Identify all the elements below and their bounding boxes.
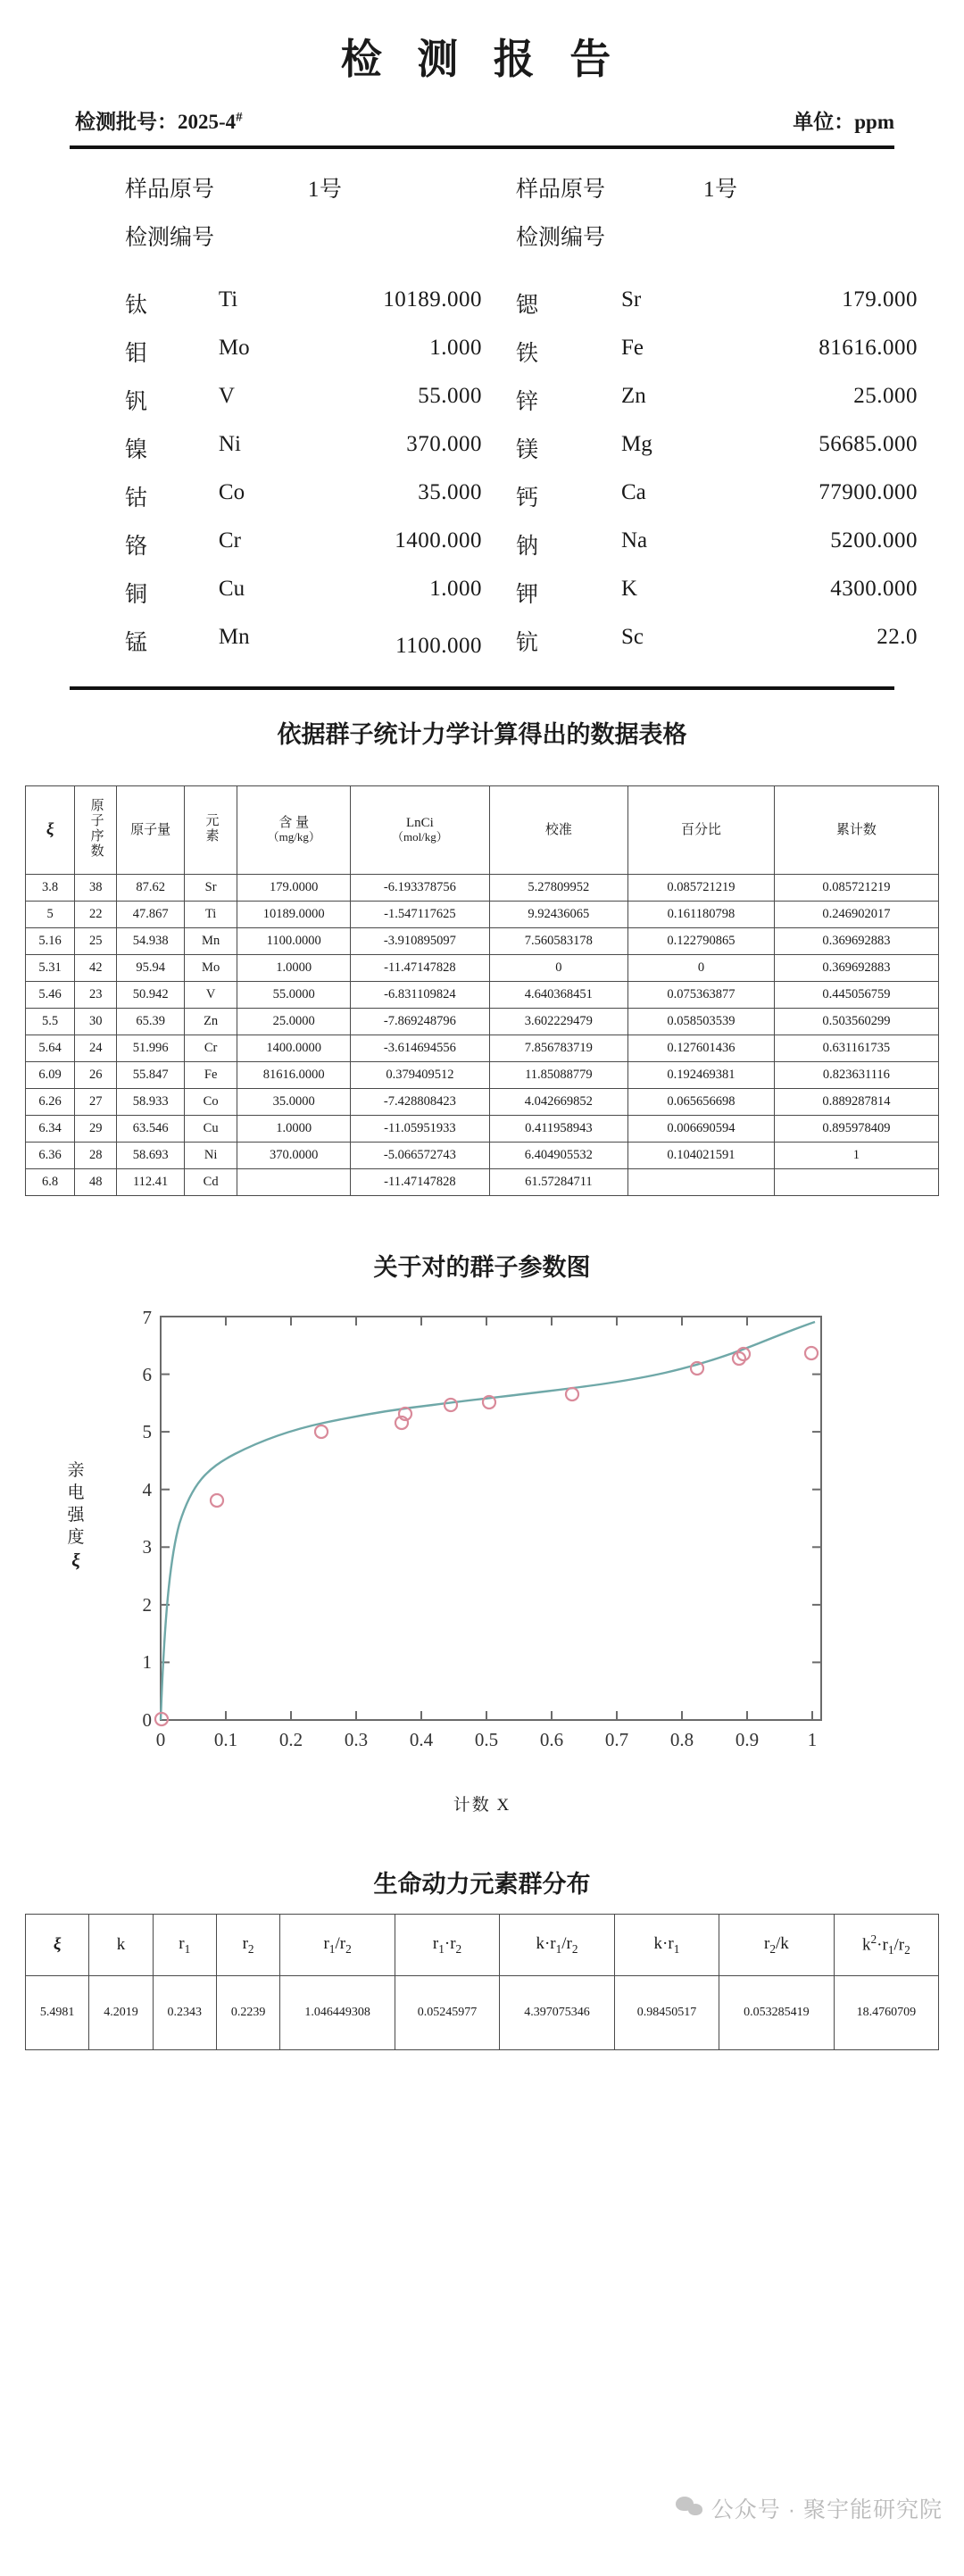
xi-symbol: ξ — [46, 820, 54, 840]
element-name: 铜 — [125, 583, 148, 607]
cell-xi: 6.36 — [26, 1143, 75, 1169]
svg-text:0.9: 0.9 — [735, 1729, 760, 1750]
cell-atomic-number: 38 — [75, 875, 117, 902]
element-name: 钾 — [516, 583, 539, 607]
element-symbol: Fe — [621, 336, 644, 360]
element-name: 镍 — [125, 438, 148, 462]
cell-lnci: -5.066572743 — [351, 1143, 489, 1169]
column-header-atomic-number: 原子序数 — [75, 786, 117, 875]
wechat-logo-icon — [676, 2497, 702, 2520]
parameter-summary-table — [25, 1914, 939, 2050]
svg-text:4: 4 — [142, 1479, 152, 1500]
cell-calibration: 7.856783719 — [489, 1035, 627, 1062]
element-name: 钛 — [125, 294, 148, 318]
svg-text:0.7: 0.7 — [604, 1729, 629, 1750]
element-symbol: K — [621, 577, 638, 601]
table-row — [26, 875, 939, 902]
element-symbol: Ca — [621, 480, 646, 504]
table-row — [26, 1143, 939, 1169]
bottom-header-row — [26, 1915, 939, 1976]
svg-text:5: 5 — [142, 1421, 152, 1442]
cell-content: 81616.0000 — [237, 1062, 351, 1089]
code-value-left — [308, 220, 482, 252]
svg-text:0: 0 — [155, 1729, 166, 1750]
page-title: 检 测 报 告 — [340, 37, 624, 82]
bottom-cell-k: 4.2019 — [89, 1976, 153, 2050]
data-table-container — [0, 785, 964, 1196]
table-row — [26, 1116, 939, 1143]
cell-element: Mn — [184, 928, 237, 955]
bottom-table-body — [26, 1976, 939, 2050]
bottom-col-k-r1: $k\cdot r_1$ — [614, 1915, 719, 1976]
bottom-cell-r1-times-r2: 0.05245977 — [395, 1976, 499, 2050]
element-value: 56685.000 — [819, 432, 918, 456]
element-value: 179.000 — [842, 287, 918, 312]
element-symbol: Na — [621, 528, 648, 553]
column-header-content: 含 量 （mg/kg） — [237, 786, 351, 875]
cell-content: 1100.0000 — [237, 928, 351, 955]
element-name: 锶 — [516, 294, 539, 318]
cell-element: Zn — [184, 1009, 237, 1035]
cell-cumulative: 1 — [774, 1143, 938, 1169]
table-row — [26, 1009, 939, 1035]
code-label-left: 检测编号 — [125, 226, 215, 250]
column-header-percentage: 百分比 — [628, 786, 775, 875]
column-header-lnci: LnCi （mol/kg） — [351, 786, 489, 875]
cell-element: V — [184, 982, 237, 1009]
cell-atomic-number: 23 — [75, 982, 117, 1009]
plot-frame — [161, 1317, 821, 1720]
element-symbol: Mn — [218, 625, 250, 649]
bottom-cell-k2-r1-over-r2: 18.4760709 — [834, 1976, 938, 2050]
svg-text:0.6: 0.6 — [539, 1729, 564, 1750]
y-axis-label-text: 亲 电 强 度 — [67, 1461, 85, 1548]
cell-atomic-number: 28 — [75, 1143, 117, 1169]
bottom-col-k-r1-over-r2: $k\cdot r_1/r_2$ — [500, 1915, 615, 1976]
cell-atomic-mass: 47.867 — [117, 902, 185, 928]
cell-calibration: 3.602229479 — [489, 1009, 627, 1035]
x-axis-tick-labels — [156, 1729, 818, 1750]
bottom-cell-xi: 5.4981 — [26, 1976, 89, 2050]
element-symbol: Ti — [218, 287, 238, 312]
cell-calibration: 5.27809952 — [489, 875, 627, 902]
cell-cumulative: 0.085721219 — [774, 875, 938, 902]
parameter-plot — [107, 1300, 857, 1774]
svg-text:3: 3 — [142, 1536, 152, 1558]
report-meta — [0, 86, 964, 135]
cell-calibration: 0.411958943 — [489, 1116, 627, 1143]
cell-content: 1.0000 — [237, 1116, 351, 1143]
cell-content: 1400.0000 — [237, 1035, 351, 1062]
sample-label-right: 样品原号 — [516, 178, 606, 202]
cell-atomic-mass: 58.693 — [117, 1143, 185, 1169]
table-row — [26, 1169, 939, 1196]
svg-text:0.1: 0.1 — [213, 1729, 238, 1750]
cell-atomic-mass: 112.41 — [117, 1169, 185, 1196]
bottom-col-r1-over-r2: $r_1/r_2$ — [280, 1915, 395, 1976]
chart-x-axis-label: 计数 X — [453, 1796, 511, 1815]
cell-lnci: -7.428808423 — [351, 1089, 489, 1116]
column-header-cumulative: 累计数 — [774, 786, 938, 875]
element-symbol: Ni — [218, 432, 241, 456]
cell-percentage: 0.006690594 — [628, 1116, 775, 1143]
cell-content: 55.0000 — [237, 982, 351, 1009]
column-header-xi — [26, 786, 75, 875]
cell-element: Co — [184, 1089, 237, 1116]
cell-lnci: -11.05951933 — [351, 1116, 489, 1143]
batch-superscript: # — [236, 110, 243, 125]
element-listing — [0, 149, 964, 667]
svg-text:0.4: 0.4 — [409, 1729, 434, 1750]
cell-xi: 5.16 — [26, 928, 75, 955]
unit-value: ppm — [854, 111, 894, 133]
cell-percentage: 0.085721219 — [628, 875, 775, 902]
table-header-row — [26, 786, 939, 875]
element-name: 钼 — [125, 342, 148, 366]
element-row — [0, 569, 964, 617]
cell-xi: 5 — [26, 902, 75, 928]
sample-row — [0, 163, 964, 212]
bottom-cell-k-r1: 0.98450517 — [614, 1976, 719, 2050]
cell-calibration: 61.57284711 — [489, 1169, 627, 1196]
watermark — [676, 2492, 943, 2524]
table-row — [26, 982, 939, 1009]
cell-content: 1.0000 — [237, 955, 351, 982]
bottom-cell-r1: 0.2343 — [153, 1976, 216, 2050]
cell-element: Fe — [184, 1062, 237, 1089]
bottom-table-title: 生命动力元素群分布 — [373, 1871, 591, 1898]
batch-value: 2025-4 — [178, 111, 237, 133]
bottom-col-r2: $r_2$ — [216, 1915, 279, 1976]
element-name: 锌 — [516, 390, 539, 414]
cell-atomic-mass: 51.996 — [117, 1035, 185, 1062]
cell-calibration: 9.92436065 — [489, 902, 627, 928]
unit-label: 单位： — [793, 111, 855, 133]
table-row — [26, 1976, 939, 2050]
cell-cumulative: 0.369692883 — [774, 955, 938, 982]
cell-atomic-number: 29 — [75, 1116, 117, 1143]
cell-element: Sr — [184, 875, 237, 902]
element-name: 锰 — [125, 631, 148, 655]
bottom-cell-k-r1-over-r2: 4.397075346 — [500, 1976, 615, 2050]
element-value: 25.000 — [853, 384, 918, 408]
cell-xi: 3.8 — [26, 875, 75, 902]
batch-label: 检测批号： — [75, 111, 178, 133]
batch-number — [75, 105, 243, 135]
svg-text:0.8: 0.8 — [669, 1729, 694, 1750]
cell-cumulative: 0.503560299 — [774, 1009, 938, 1035]
element-symbol: Cr — [218, 528, 241, 553]
table-row — [26, 1062, 939, 1089]
sample-value-right: 1号 — [703, 178, 738, 202]
cell-atomic-number: 30 — [75, 1009, 117, 1035]
bottom-col-xi: ξ — [26, 1915, 89, 1976]
element-row — [0, 279, 964, 328]
cell-atomic-mass: 95.94 — [117, 955, 185, 982]
cell-atomic-mass: 55.847 — [117, 1062, 185, 1089]
cell-content: 10189.0000 — [237, 902, 351, 928]
bottom-cell-r1-over-r2: 1.046449308 — [280, 1976, 395, 2050]
element-name: 钪 — [516, 631, 539, 655]
bottom-cell-r2-over-k: 0.053285419 — [719, 1976, 835, 2050]
cell-xi: 6.8 — [26, 1169, 75, 1196]
bottom-table-container — [0, 1914, 964, 2050]
cell-atomic-mass: 65.39 — [117, 1009, 185, 1035]
element-value: 1100.000 — [395, 634, 482, 658]
element-value: 35.000 — [418, 480, 482, 504]
sample-label-left: 样品原号 — [125, 178, 215, 202]
column-header-calibration: 校准 — [489, 786, 627, 875]
element-symbol: Mo — [218, 336, 250, 360]
cell-cumulative: 0.889287814 — [774, 1089, 938, 1116]
cell-xi: 5.31 — [26, 955, 75, 982]
bottom-cell-r2: 0.2239 — [216, 1976, 279, 2050]
data-table-title: 依据群子统计力学计算得出的数据表格 — [277, 721, 687, 748]
code-row — [0, 212, 964, 260]
cell-content: 35.0000 — [237, 1089, 351, 1116]
element-row — [0, 424, 964, 472]
cell-lnci: -7.869248796 — [351, 1009, 489, 1035]
cell-atomic-number: 27 — [75, 1089, 117, 1116]
column-header-element: 元素 — [184, 786, 237, 875]
bottom-col-k: k — [89, 1915, 153, 1976]
cell-calibration: 4.640368451 — [489, 982, 627, 1009]
cell-atomic-number: 24 — [75, 1035, 117, 1062]
svg-text:0.3: 0.3 — [344, 1729, 369, 1750]
svg-text:1: 1 — [142, 1651, 152, 1673]
element-name: 铁 — [516, 342, 539, 366]
element-value: 1.000 — [429, 577, 482, 601]
cell-calibration: 0 — [489, 955, 627, 982]
element-symbol: Zn — [621, 384, 646, 408]
cell-lnci: -3.614694556 — [351, 1035, 489, 1062]
svg-text:0: 0 — [142, 1709, 152, 1731]
chart-y-axis-label — [55, 1459, 96, 1574]
cell-lnci: -11.47147828 — [351, 1169, 489, 1196]
table-row — [26, 928, 939, 955]
cell-lnci: -6.831109824 — [351, 982, 489, 1009]
cell-percentage: 0.058503539 — [628, 1009, 775, 1035]
element-row — [0, 520, 964, 569]
cell-element: Mo — [184, 955, 237, 982]
cell-percentage — [628, 1169, 775, 1196]
statistics-table-body — [26, 875, 939, 1196]
element-name: 钠 — [516, 535, 539, 559]
cell-cumulative: 0.631161735 — [774, 1035, 938, 1062]
cell-element: Ti — [184, 902, 237, 928]
cell-atomic-number: 22 — [75, 902, 117, 928]
element-value: 1.000 — [429, 336, 482, 360]
cell-percentage: 0.065656698 — [628, 1089, 775, 1116]
cell-xi: 6.09 — [26, 1062, 75, 1089]
cell-atomic-mass: 58.933 — [117, 1089, 185, 1116]
element-name: 钴 — [125, 486, 148, 511]
cell-percentage: 0.161180798 — [628, 902, 775, 928]
bottom-col-k2-r1-over-r2: $k^2\cdot r_1/r_2$ — [834, 1915, 938, 1976]
cell-atomic-mass: 50.942 — [117, 982, 185, 1009]
element-value: 81616.000 — [819, 336, 918, 360]
cell-atomic-number: 26 — [75, 1062, 117, 1089]
element-value: 55.000 — [418, 384, 482, 408]
cell-element: Cd — [184, 1169, 237, 1196]
cell-calibration: 7.560583178 — [489, 928, 627, 955]
element-name: 钙 — [516, 486, 539, 511]
element-row — [0, 617, 964, 667]
cell-calibration: 4.042669852 — [489, 1089, 627, 1116]
cell-atomic-number: 42 — [75, 955, 117, 982]
cell-content: 179.0000 — [237, 875, 351, 902]
code-value-right — [703, 220, 882, 252]
table-row — [26, 902, 939, 928]
cell-atomic-number: 25 — [75, 928, 117, 955]
statistics-table — [25, 785, 939, 1196]
cell-lnci: 0.379409512 — [351, 1062, 489, 1089]
cell-cumulative: 0.823631116 — [774, 1062, 938, 1089]
cell-percentage: 0.104021591 — [628, 1143, 775, 1169]
code-label-right: 检测编号 — [516, 226, 606, 250]
unit-info — [793, 105, 894, 135]
chart-title: 关于对的群子参数图 — [373, 1254, 591, 1281]
chart-container — [0, 1292, 964, 1845]
cell-atomic-number: 48 — [75, 1169, 117, 1196]
element-value: 4300.000 — [830, 577, 918, 601]
element-value: 22.0 — [877, 625, 918, 649]
table-row — [26, 1089, 939, 1116]
svg-text:0.2: 0.2 — [278, 1729, 303, 1750]
element-row — [0, 472, 964, 520]
svg-text:1: 1 — [807, 1729, 818, 1750]
element-symbol: V — [218, 384, 235, 408]
cell-element: Cr — [184, 1035, 237, 1062]
cell-xi: 5.5 — [26, 1009, 75, 1035]
cell-percentage: 0.192469381 — [628, 1062, 775, 1089]
cell-xi: 5.64 — [26, 1035, 75, 1062]
y-axis-xi-symbol: ξ — [71, 1550, 80, 1572]
cell-content: 370.0000 — [237, 1143, 351, 1169]
cell-lnci: -11.47147828 — [351, 955, 489, 982]
cell-atomic-mass: 63.546 — [117, 1116, 185, 1143]
cell-xi: 6.26 — [26, 1089, 75, 1116]
element-symbol: Mg — [621, 432, 652, 456]
element-symbol: Sc — [621, 625, 644, 649]
cell-calibration: 11.85088779 — [489, 1062, 627, 1089]
column-header-atomic-mass: 原子量 — [117, 786, 185, 875]
cell-cumulative: 0.369692883 — [774, 928, 938, 955]
element-value: 5200.000 — [830, 528, 918, 553]
element-symbol: Sr — [621, 287, 642, 312]
table-row — [26, 955, 939, 982]
svg-text:6: 6 — [142, 1364, 152, 1385]
element-value: 370.000 — [406, 432, 482, 456]
cell-element: Cu — [184, 1116, 237, 1143]
cell-cumulative: 0.895978409 — [774, 1116, 938, 1143]
cell-xi: 5.46 — [26, 982, 75, 1009]
element-value: 77900.000 — [819, 480, 918, 504]
sample-value-left: 1号 — [307, 178, 343, 202]
cell-cumulative: 0.445056759 — [774, 982, 938, 1009]
bottom-col-r1: $r_1$ — [153, 1915, 216, 1976]
cell-content — [237, 1169, 351, 1196]
element-value: 1400.000 — [395, 528, 482, 553]
element-name: 钒 — [125, 390, 148, 414]
cell-lnci: -1.547117625 — [351, 902, 489, 928]
element-row — [0, 328, 964, 376]
svg-text:0.5: 0.5 — [474, 1729, 499, 1750]
cell-percentage: 0 — [628, 955, 775, 982]
cell-atomic-mass: 54.938 — [117, 928, 185, 955]
cell-atomic-mass: 87.62 — [117, 875, 185, 902]
element-name: 镁 — [516, 438, 539, 462]
element-value: 10189.000 — [383, 287, 482, 312]
bottom-col-r1-times-r2: $r_1\cdot r_2$ — [395, 1915, 499, 1976]
svg-text:7: 7 — [142, 1307, 152, 1328]
cell-calibration: 6.404905532 — [489, 1143, 627, 1169]
element-symbol: Co — [218, 480, 245, 504]
cell-cumulative — [774, 1169, 938, 1196]
cell-content: 25.0000 — [237, 1009, 351, 1035]
watermark-text: 公众号 · 聚宇能研究院 — [711, 2497, 943, 2522]
y-axis-tick-labels — [143, 1307, 153, 1731]
table-row — [26, 1035, 939, 1062]
cell-percentage: 0.127601436 — [628, 1035, 775, 1062]
cell-percentage: 0.122790865 — [628, 928, 775, 955]
cell-xi: 6.34 — [26, 1116, 75, 1143]
cell-cumulative: 0.246902017 — [774, 902, 938, 928]
cell-lnci: -6.193378756 — [351, 875, 489, 902]
element-row — [0, 376, 964, 424]
bottom-col-r2-over-k: $r_2/k$ — [719, 1915, 835, 1976]
element-name: 铬 — [125, 535, 148, 559]
svg-text:2: 2 — [142, 1594, 152, 1616]
listing-divider — [70, 686, 894, 690]
cell-percentage: 0.075363877 — [628, 982, 775, 1009]
cell-lnci: -3.910895097 — [351, 928, 489, 955]
element-symbol: Cu — [218, 577, 245, 601]
cell-element: Ni — [184, 1143, 237, 1169]
